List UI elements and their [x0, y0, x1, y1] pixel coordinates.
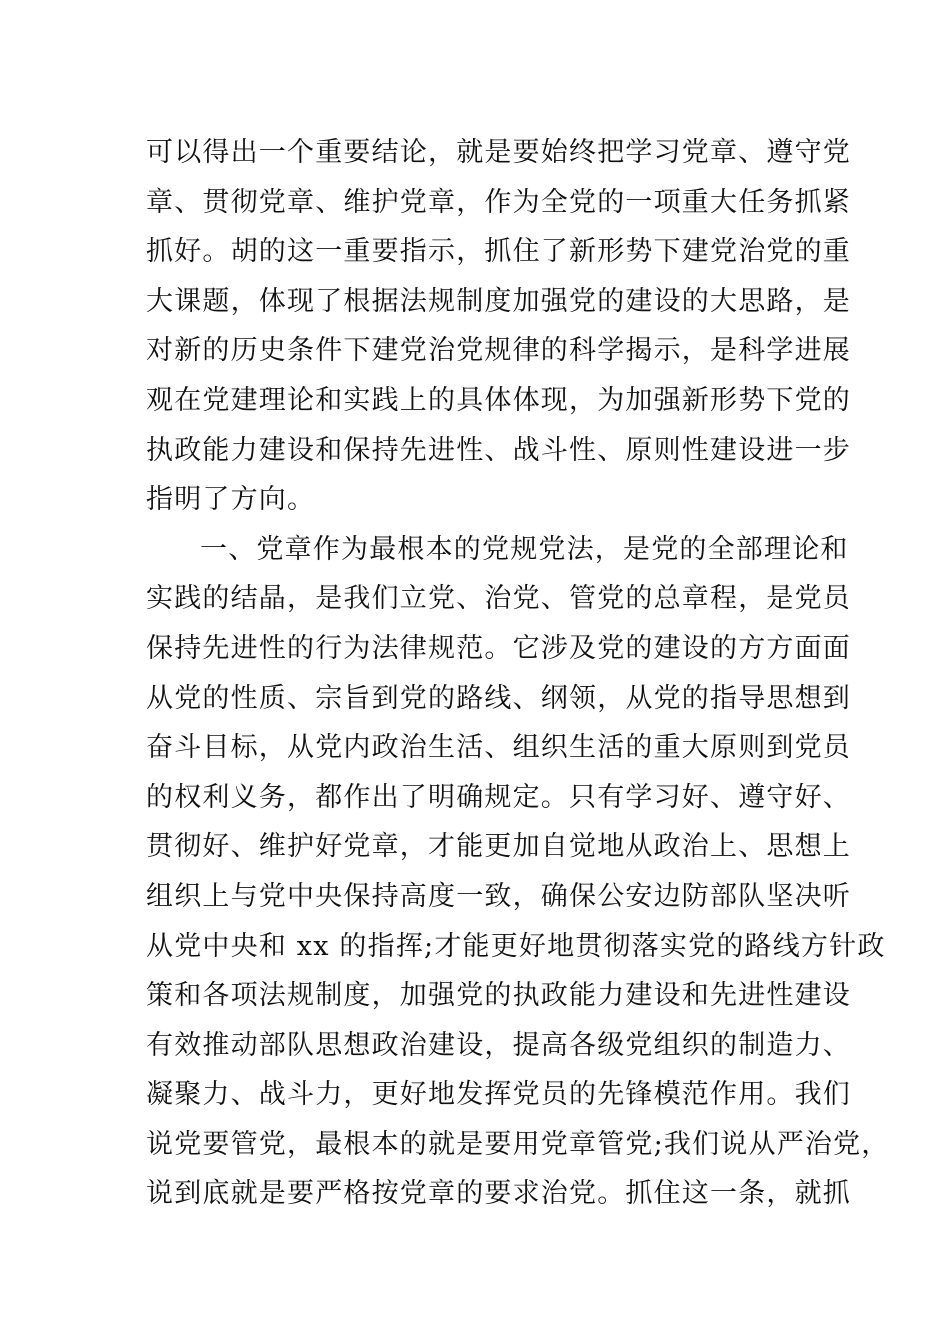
- text-line: 保持先进性的行为法律规范。它涉及党的建设的方方面面: [146, 632, 851, 664]
- text-line: 说到底就是要严格按党章的要求治党。抓住这一条，就抓: [146, 1178, 851, 1210]
- text-line: 执政能力建设和保持先进性、战斗性、原则性建设进一步: [146, 434, 851, 466]
- text-line: 组织上与党中央保持高度一致，确保公安边防部队坚决听: [146, 880, 851, 912]
- text-line: 一、党章作为最根本的党规党法，是党的全部理论和: [200, 533, 849, 565]
- text-line: 对新的历史条件下建党治党规律的科学揭示，是科学进展: [146, 335, 851, 367]
- text-line: 凝聚力、战斗力，更好地发挥党员的先锋模范作用。我们: [146, 1079, 851, 1111]
- text-line: 奋斗目标，从党内政治生活、组织生活的重大原则到党员: [146, 732, 851, 764]
- text-line: 从党中央和 xx 的指挥;才能更好地贯彻落实党的路线方针政: [146, 930, 886, 962]
- text-line: 可以得出一个重要结论，就是要始终把学习党章、遵守党: [146, 137, 851, 168]
- text-line: 抓好。胡的这一重要指示，抓住了新形势下建党治党的重: [146, 236, 851, 268]
- text-line: 实践的结晶，是我们立党、治党、管党的总章程，是党员: [146, 583, 851, 615]
- text-line: 说党要管党，最根本的就是要用党章管党;我们说从严治党，: [146, 1128, 890, 1160]
- text-line: 策和各项法规制度，加强党的执政能力建设和先进性建设: [146, 980, 851, 1012]
- text-line: 贯彻好、维护好党章，才能更加自觉地从政治上、思想上: [146, 831, 851, 863]
- text-line: 章、贯彻党章、维护党章，作为全党的一项重大任务抓紧: [146, 186, 851, 218]
- text-line: 有效推动部队思想政治建设，提高各级党组织的制造力、: [146, 1029, 851, 1061]
- text-line: 指明了方向。: [146, 484, 316, 516]
- body-text: [146, 128, 890, 1219]
- text-line: 从党的性质、宗旨到党的路线、纲领，从党的指导思想到: [146, 682, 851, 714]
- text-line: 观在党建理论和实践上的具体体现，为加强新形势下党的: [146, 384, 851, 416]
- text-line: 的权利义务，都作出了明确规定。只有学习好、遵守好、: [146, 781, 851, 813]
- text-line: 大课题，体现了根据法规制度加强党的建设的大思路，是: [146, 285, 851, 317]
